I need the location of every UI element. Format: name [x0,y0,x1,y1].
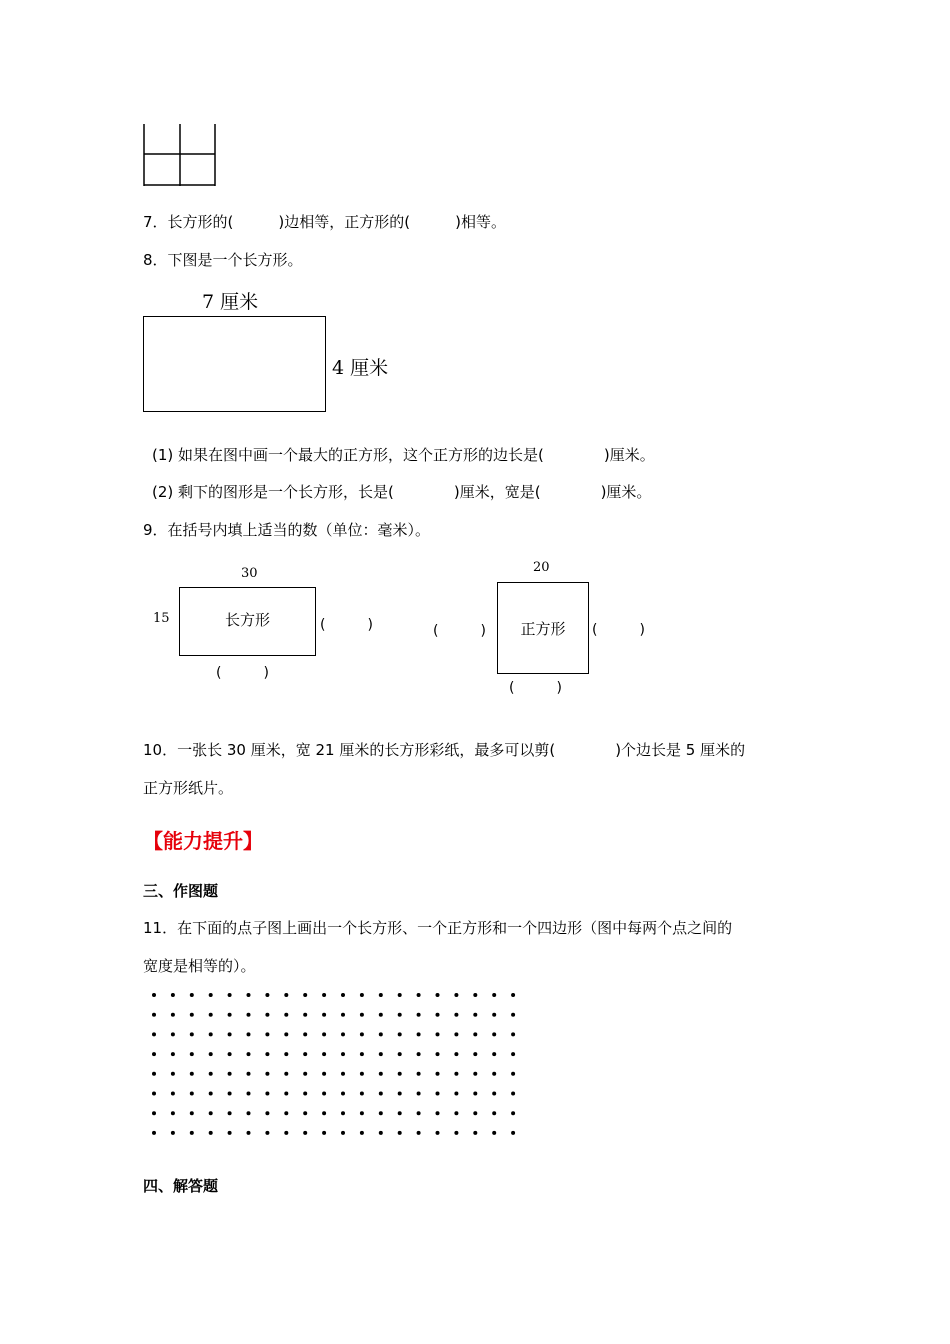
grid-dot[interactable] [247,993,251,997]
grid-dot[interactable] [379,1131,383,1135]
grid-dot[interactable] [454,1052,458,1056]
grid-dot[interactable] [511,1052,515,1056]
grid-dot[interactable] [247,1111,251,1115]
grid-dot[interactable] [284,1013,288,1017]
grid-dot[interactable] [492,1013,496,1017]
grid-dot[interactable] [152,1131,156,1135]
q8-rectangle [143,316,326,412]
grid-dot[interactable] [152,993,156,997]
grid-dot[interactable] [228,1111,232,1115]
grid-dot[interactable] [322,1131,326,1135]
grid-dot[interactable] [492,1111,496,1115]
grid-dot[interactable] [190,993,194,997]
grid-dot[interactable] [436,1052,440,1056]
grid-dot[interactable] [265,1072,269,1076]
grid-dot[interactable] [190,1111,194,1115]
grid-dot[interactable] [398,1131,402,1135]
grid-dot[interactable] [171,1131,175,1135]
grid-dot[interactable] [247,1013,251,1017]
grid-dot[interactable] [417,1111,421,1115]
grid-dot[interactable] [360,1111,364,1115]
grid-dot[interactable] [228,1131,232,1135]
grid-dot[interactable] [284,1131,288,1135]
grid-dot[interactable] [228,993,232,997]
grid-dot[interactable] [303,1032,307,1036]
grid-dot[interactable] [398,1092,402,1096]
grid-dot[interactable] [265,1111,269,1115]
grid-dot[interactable] [171,993,175,997]
grid-dot[interactable] [436,1092,440,1096]
grid-dot[interactable] [265,1013,269,1017]
grid-dot[interactable] [209,1052,213,1056]
grid-dot[interactable] [492,1052,496,1056]
grid-dot[interactable] [379,1111,383,1115]
grid-dot[interactable] [303,993,307,997]
grid-dot[interactable] [511,1032,515,1036]
grid-dot[interactable] [360,1013,364,1017]
grid-dot[interactable] [209,993,213,997]
grid-dot[interactable] [398,993,402,997]
grid-dot[interactable] [454,1131,458,1135]
q9-square-bottom-blank: ( ) [509,680,562,696]
grid-dot[interactable] [473,1092,477,1096]
grid-dot[interactable] [152,1052,156,1056]
grid-dot[interactable] [265,1092,269,1096]
grid-dot[interactable] [303,1072,307,1076]
grid-dot[interactable] [341,1052,345,1056]
grid-dot[interactable] [171,1032,175,1036]
section-ability-heading: 【能力提升】 [143,829,263,853]
grid-dot[interactable] [171,1052,175,1056]
grid-dot[interactable] [492,1032,496,1036]
grid-dot[interactable] [341,1072,345,1076]
grid-dot[interactable] [417,1092,421,1096]
grid-dot[interactable] [341,1013,345,1017]
grid-dot[interactable] [454,993,458,997]
grid-dot[interactable] [417,1131,421,1135]
grid-dot[interactable] [417,993,421,997]
grid-dot[interactable] [511,1072,515,1076]
grid-dot[interactable] [190,1131,194,1135]
grid-dot[interactable] [436,1131,440,1135]
q9-square-right-blank: ( ) [592,622,645,638]
grid-dot[interactable] [284,1072,288,1076]
q8-side-length-label: 4 厘米 [332,357,389,379]
dot-grid [145,988,535,1138]
grid-dot[interactable] [511,1131,515,1135]
grid-dot[interactable] [398,1013,402,1017]
grid-dot[interactable] [436,1013,440,1017]
grid-dot[interactable] [341,1092,345,1096]
grid-dot[interactable] [473,1032,477,1036]
grid-dot[interactable] [492,1131,496,1135]
grid-dot[interactable] [379,993,383,997]
grid-dot[interactable] [379,1072,383,1076]
grid-dot[interactable] [511,1013,515,1017]
grid-dot[interactable] [379,1032,383,1036]
grid-dot[interactable] [303,1052,307,1056]
q9-square-left-blank: ( ) [433,623,486,639]
grid-dot[interactable] [492,993,496,997]
grid-dot[interactable] [247,1131,251,1135]
grid-dot[interactable] [247,1092,251,1096]
grid-dot[interactable] [360,1052,364,1056]
grid-dot[interactable] [284,1092,288,1096]
grid-dot[interactable] [417,1013,421,1017]
grid-dot[interactable] [379,1013,383,1017]
q9-rect-top-length: 30 [241,566,258,581]
grid-dot[interactable] [171,1111,175,1115]
grid-dot[interactable] [190,1052,194,1056]
grid-dot[interactable] [190,1072,194,1076]
question-8-part-1: (1) 如果在图中画一个最大的正方形，这个正方形的边长是( )厘米。 [152,446,655,464]
question-8-part-2: (2) 剩下的图形是一个长方形，长是( )厘米，宽是( )厘米。 [152,483,652,501]
grid-dot[interactable] [360,1072,364,1076]
grid-dot[interactable] [398,1032,402,1036]
grid-dot[interactable] [436,1032,440,1036]
grid-dot[interactable] [417,1052,421,1056]
grid-dot[interactable] [303,1013,307,1017]
question-11-line-1: 11．在下面的点子图上画出一个长方形、一个正方形和一个四边形（图中每两个点之间的 [143,919,733,937]
grid-dot[interactable] [152,1013,156,1017]
grid-dot[interactable] [303,1092,307,1096]
grid-dot[interactable] [454,1072,458,1076]
grid-dot[interactable] [360,1032,364,1036]
question-10-line-2: 正方形纸片。 [143,779,234,797]
q9-square-label: 正方形 [520,620,566,638]
grid-dot[interactable] [284,993,288,997]
grid-dot[interactable] [284,1032,288,1036]
grid-dot[interactable] [454,1092,458,1096]
grid-dot[interactable] [341,1131,345,1135]
q9-rect-left-length: 15 [153,611,170,626]
grid-dot[interactable] [473,1111,477,1115]
q9-rect-bottom-blank: ( ) [216,665,269,681]
grid-dot[interactable] [209,1092,213,1096]
question-8: 8．下图是一个长方形。 [143,251,303,269]
two-by-two-grid-figure [143,124,217,187]
grid-dot[interactable] [322,1092,326,1096]
grid-dot[interactable] [473,993,477,997]
grid-dot[interactable] [379,1052,383,1056]
question-7: 7．长方形的( )边相等，正方形的( )相等。 [143,213,506,231]
grid-dot[interactable] [492,1072,496,1076]
grid-dot[interactable] [473,1131,477,1135]
grid-dot[interactable] [228,1052,232,1056]
grid-dot[interactable] [209,1111,213,1115]
q9-rectangle-label: 长方形 [224,611,270,629]
grid-dot[interactable] [322,1032,326,1036]
grid-dot[interactable] [265,1052,269,1056]
grid-dot[interactable] [190,1092,194,1096]
grid-dot[interactable] [209,1013,213,1017]
grid-dot[interactable] [152,1111,156,1115]
grid-dot[interactable] [511,993,515,997]
grid-dot[interactable] [171,1092,175,1096]
grid-dot[interactable] [436,993,440,997]
grid-dot[interactable] [398,1072,402,1076]
grid-dot[interactable] [247,1072,251,1076]
grid-dot[interactable] [360,1092,364,1096]
grid-dot[interactable] [341,1111,345,1115]
grid-dot[interactable] [473,1052,477,1056]
grid-dot[interactable] [322,993,326,997]
grid-dot[interactable] [473,1072,477,1076]
grid-dot[interactable] [322,1052,326,1056]
grid-dot[interactable] [322,1111,326,1115]
grid-dot[interactable] [171,1072,175,1076]
q9-rect-right-blank: ( ) [320,617,373,633]
grid-dot[interactable] [209,1032,213,1036]
grid-dot[interactable] [511,1111,515,1115]
grid-dot[interactable] [152,1092,156,1096]
grid-dot[interactable] [265,1131,269,1135]
grid-dot[interactable] [247,1032,251,1036]
grid-dot[interactable] [341,993,345,997]
grid-dot[interactable] [190,1013,194,1017]
grid-dot[interactable] [360,1131,364,1135]
grid-dot[interactable] [228,1032,232,1036]
grid-dot[interactable] [454,1111,458,1115]
grid-dot[interactable] [436,1072,440,1076]
grid-dot[interactable] [303,1131,307,1135]
grid-dot[interactable] [209,1072,213,1076]
grid-dot[interactable] [398,1111,402,1115]
section-3-heading: 三、作图题 [143,882,219,900]
grid-dot[interactable] [511,1092,515,1096]
question-9: 9．在括号内填上适当的数（单位：毫米）。 [143,521,431,539]
grid-dot[interactable] [322,1072,326,1076]
grid-dot[interactable] [436,1111,440,1115]
question-11-line-2: 宽度是相等的）。 [143,957,256,975]
grid-dot[interactable] [417,1072,421,1076]
grid-dot[interactable] [492,1092,496,1096]
grid-dot[interactable] [398,1052,402,1056]
grid-dot[interactable] [228,1072,232,1076]
grid-dot[interactable] [265,993,269,997]
grid-dot[interactable] [228,1013,232,1017]
grid-dot[interactable] [454,1032,458,1036]
grid-dot[interactable] [454,1013,458,1017]
grid-dot[interactable] [171,1013,175,1017]
grid-dot[interactable] [209,1131,213,1135]
grid-dot[interactable] [360,993,364,997]
grid-dot[interactable] [417,1032,421,1036]
grid-dot[interactable] [152,1032,156,1036]
q8-top-length-label: 7 厘米 [202,291,259,313]
grid-dot[interactable] [473,1013,477,1017]
grid-dot[interactable] [284,1052,288,1056]
grid-dot[interactable] [247,1052,251,1056]
grid-dot[interactable] [152,1072,156,1076]
grid-dot[interactable] [190,1032,194,1036]
section-4-heading: 四、解答题 [143,1177,219,1195]
grid-dot[interactable] [379,1092,383,1096]
grid-dot[interactable] [265,1032,269,1036]
q9-square-top-length: 20 [533,560,550,575]
grid-dot[interactable] [228,1092,232,1096]
grid-dot[interactable] [322,1013,326,1017]
question-10-line-1: 10．一张长 30 厘米，宽 21 厘米的长方形彩纸，最多可以剪( )个边长是 5 厘米的 [143,741,746,759]
grid-dot[interactable] [341,1032,345,1036]
grid-dot[interactable] [303,1111,307,1115]
grid-dot[interactable] [284,1111,288,1115]
